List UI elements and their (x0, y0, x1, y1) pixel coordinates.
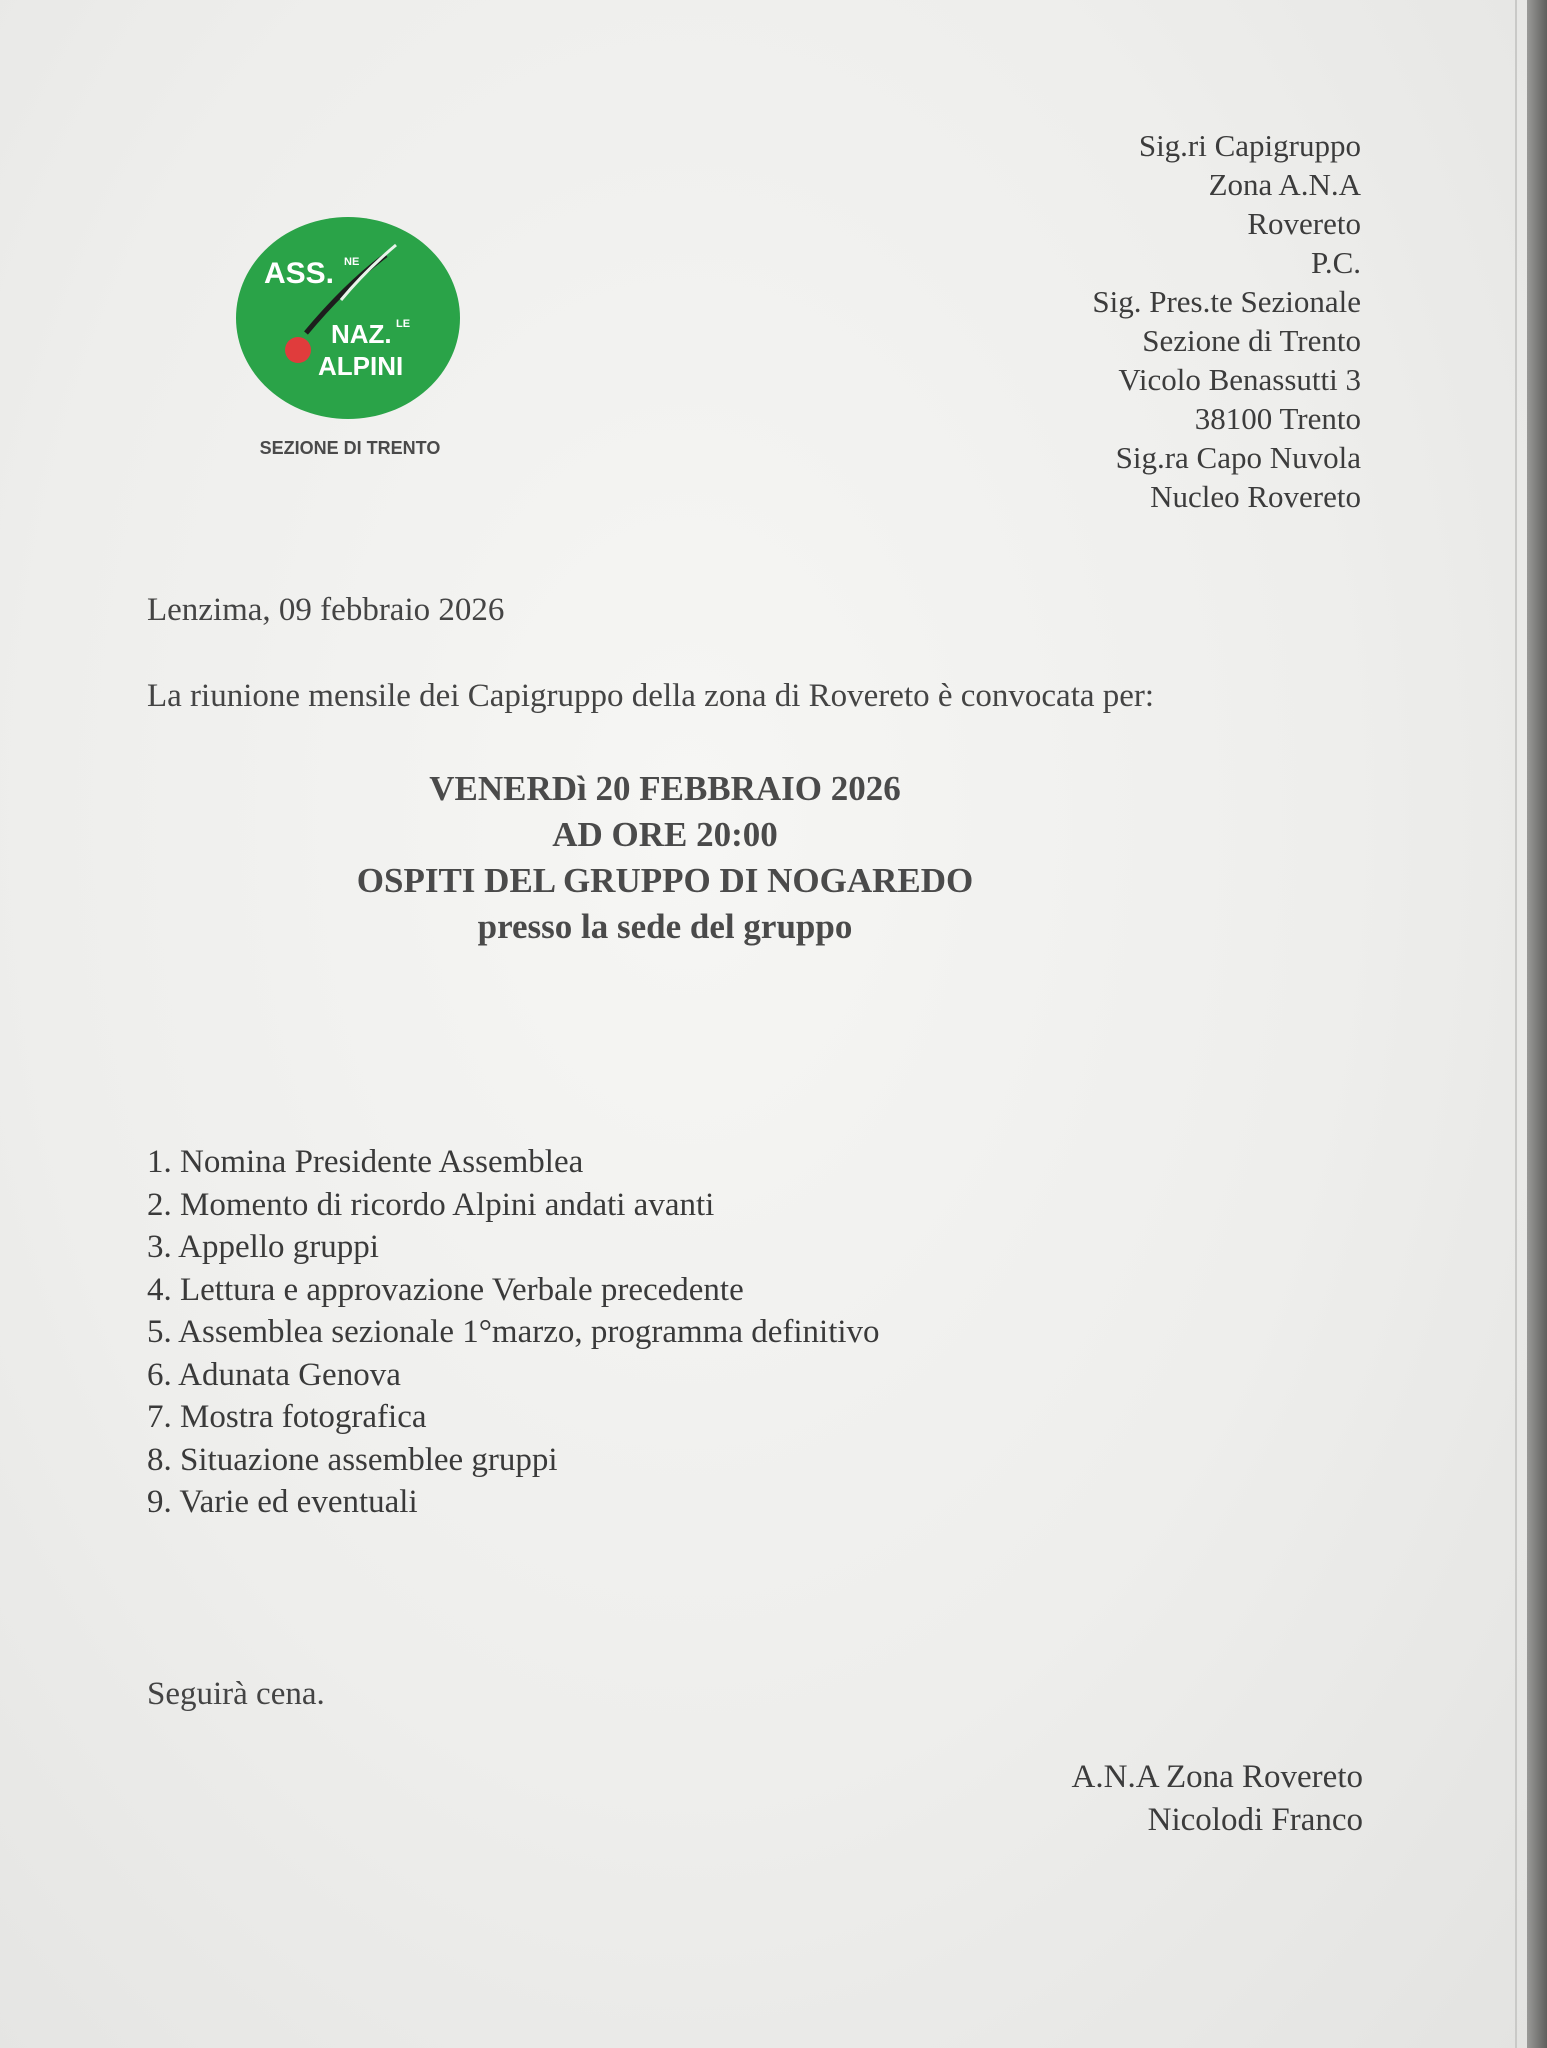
agenda-item: 1. Nomina Presidente Assemblea (147, 1144, 584, 1180)
signature-name: Nicolodi Franco (1147, 1802, 1363, 1838)
recipient-line: P.C. (1311, 245, 1361, 280)
recipient-line: Sig. Pres.te Sezionale (1092, 284, 1361, 319)
signature-org: A.N.A Zona Rovereto (1071, 1759, 1363, 1795)
recipient-line: Sezione di Trento (1142, 323, 1361, 358)
agenda-list (147, 1141, 880, 1524)
logo-circle (236, 217, 460, 419)
logo-text-alpini: ALPINI (318, 351, 404, 381)
agenda-item: 9. Varie ed eventuali (147, 1484, 418, 1520)
recipient-line: Zona A.N.A (1208, 167, 1361, 202)
recipient-line: Rovereto (1247, 206, 1361, 241)
agenda-item: 8. Situazione assemblee gruppi (147, 1441, 558, 1478)
intro-text: La riunione mensile dei Capigruppo della zona di Rovereto è convocata per: (147, 678, 1155, 714)
event-place: presso la sede del gruppo (477, 907, 853, 946)
logo-caption: SEZIONE DI TRENTO (259, 438, 441, 458)
agenda-item: 3. Appello gruppi (147, 1229, 379, 1265)
event-time: AD ORE 20:00 (552, 815, 778, 854)
recipient-line: Sig.ra Capo Nuvola (1115, 440, 1361, 475)
place-date: Lenzima, 09 febbraio 2026 (147, 592, 505, 628)
agenda-item: 5. Assemblea sezionale 1°marzo, programma definitivo (147, 1314, 880, 1350)
recipients-block (1092, 126, 1361, 516)
agenda-item: 4. Lettura e approvazione Verbale precedente (147, 1271, 744, 1308)
ana-logo (236, 215, 460, 421)
closing-note: Seguirà cena. (147, 1676, 325, 1712)
logo-text-naz: NAZ. (331, 319, 392, 349)
recipient-line: Sig.ri Capigruppo (1138, 128, 1361, 163)
recipient-line: 38100 Trento (1194, 401, 1361, 436)
event-date: VENERDì 20 FEBBRAIO 2026 (429, 769, 901, 808)
monitor-bezel (1527, 0, 1547, 2048)
logo-superscript-le: LE (396, 318, 411, 330)
signature-block (1072, 1756, 1363, 1842)
logo-superscript-ne: NE (344, 256, 360, 268)
event-host: OSPITI DEL GRUPPO DI NOGAREDO (356, 861, 974, 900)
agenda-item: 6. Adunata Genova (147, 1356, 401, 1393)
recipient-line: Vicolo Benassutti 3 (1118, 362, 1361, 397)
logo-text-ass: ASS. (264, 257, 335, 290)
monitor-edge-line (1515, 0, 1517, 2048)
quill-tuft (285, 337, 311, 363)
recipient-line: Nucleo Rovereto (1150, 479, 1361, 514)
agenda-item: 2. Momento di ricordo Alpini andati avanti (147, 1186, 715, 1223)
agenda-item: 7. Mostra fotografica (147, 1399, 427, 1435)
event-details (250, 766, 1080, 950)
